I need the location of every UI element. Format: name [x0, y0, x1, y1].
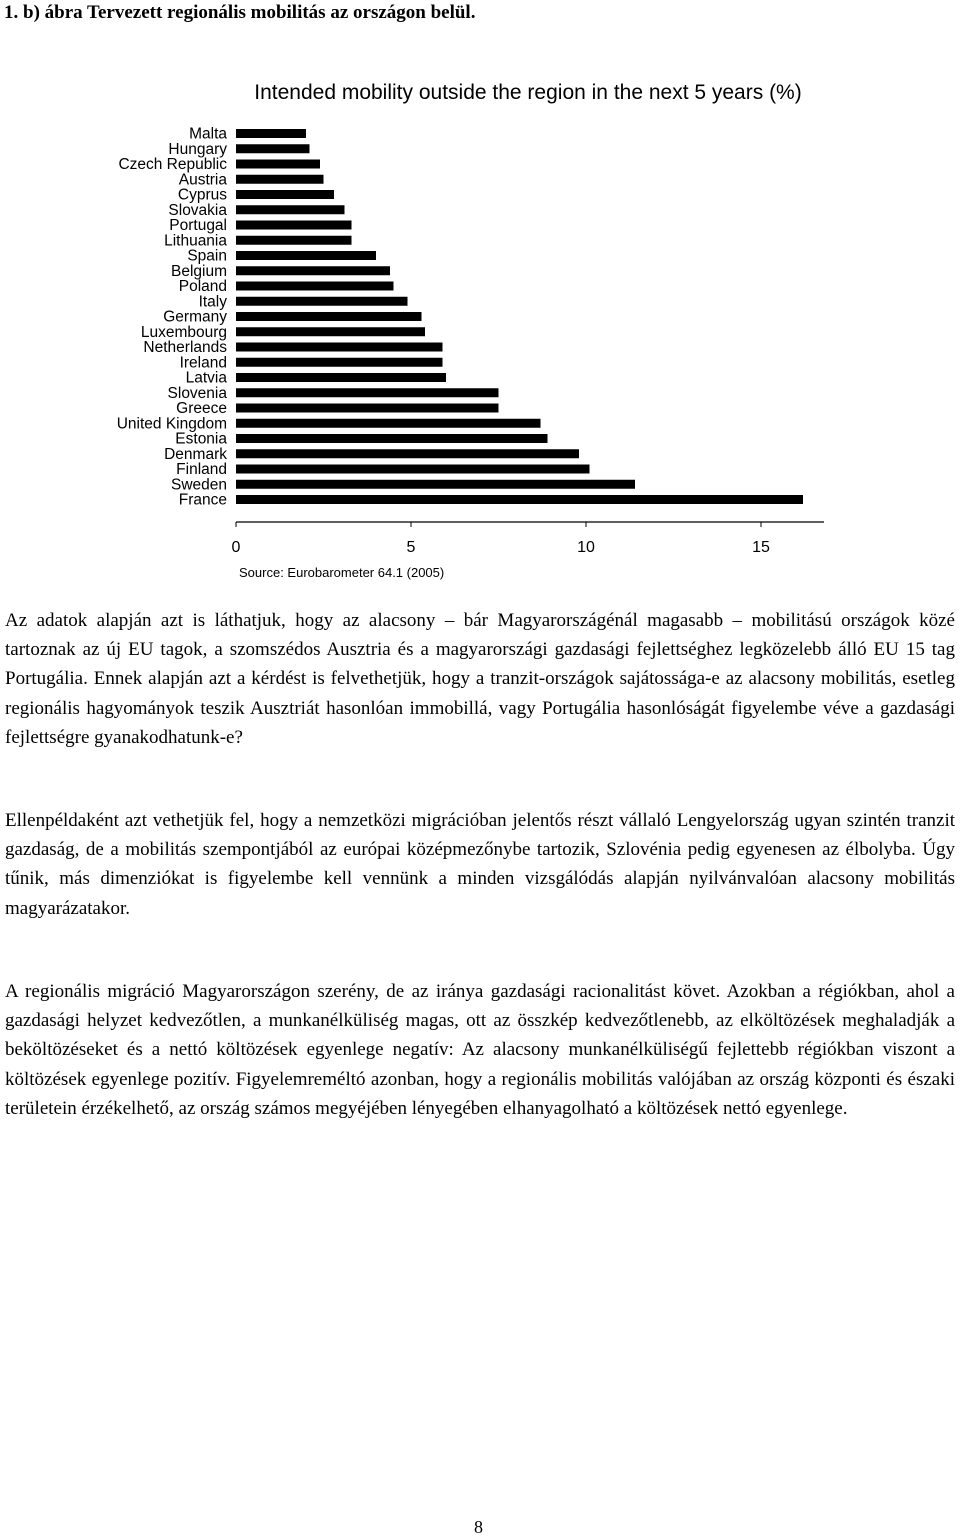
- category-label-hungary: Hungary: [168, 140, 227, 158]
- bar-finland: [236, 465, 590, 474]
- category-label-finland: Finland: [176, 461, 227, 478]
- bar-luxembourg: [236, 327, 425, 336]
- x-tick-label: 5: [406, 539, 416, 556]
- category-label-netherlands: Netherlands: [143, 339, 227, 356]
- category-label-lithuania: Lithuania: [164, 232, 227, 250]
- bar-greece: [236, 404, 499, 413]
- category-label-slovenia: Slovenia: [167, 384, 227, 402]
- bar-france: [236, 495, 803, 504]
- category-label-sweden: Sweden: [170, 476, 227, 494]
- bar-hungary: [236, 144, 310, 153]
- category-label-luxembourg: Luxembourg: [140, 323, 227, 341]
- category-label-portugal: Portugal: [169, 217, 227, 234]
- chart-source: Source: Eurobarometer 64.1 (2005): [239, 565, 445, 580]
- category-label-germany: Germany: [163, 308, 227, 326]
- bar-poland: [236, 282, 394, 291]
- category-label-spain: Spain: [187, 247, 227, 265]
- category-label-belgium: Belgium: [171, 262, 227, 280]
- bar-czech-republic: [236, 160, 320, 169]
- bar-portugal: [236, 221, 352, 230]
- category-label-poland: Poland: [178, 278, 227, 295]
- chart-title: Intended mobility outside the region in the next 5 years (%): [254, 81, 802, 104]
- bar-sweden: [236, 480, 635, 489]
- bar-slovakia: [236, 205, 345, 214]
- category-label-greece: Greece: [176, 400, 227, 417]
- bar-italy: [236, 297, 408, 306]
- bar-belgium: [236, 266, 390, 275]
- x-tick-label: 10: [577, 539, 595, 556]
- category-label-czech-republic: Czech Republic: [118, 156, 227, 173]
- bar-latvia: [236, 373, 446, 382]
- page-number: 8: [474, 1517, 483, 1537]
- bar-slovenia: [236, 388, 499, 397]
- paragraph-3: A regionális migráció Magyarországon szerény, de az iránya gazdasági racionalitást követ. Azokban a régiókban, ahol a gazdasági helyzet kedvezőtlen, a munkanélküliség magas, ott az összkép kedvezőtlenebb, az elköltözések meghaladják a beköltözéseket és a nettó költözések egyenlege negatív: Az alacsony munkanélküliségű fejlettebb régiókban viszont a költözések egyenlege pozitív. Figyelemreméltó azonban, hogy a regionális mobilitás valójában az ország központi és északi területein érzékelhető, az ország számos megyéjében lényegében elhanyagolható a költözések nettó egyenlege.: [5, 981, 955, 1119]
- category-label-slovakia: Slovakia: [168, 201, 227, 219]
- mobility-bar-chart: [0, 0, 960, 600]
- category-label-malta: Malta: [189, 125, 227, 143]
- category-label-austria: Austria: [178, 171, 227, 189]
- category-label-united-kingdom: United Kingdom: [116, 415, 227, 433]
- x-tick-label: 15: [752, 539, 770, 556]
- bar-austria: [236, 175, 324, 184]
- bar-cyprus: [236, 190, 334, 199]
- bar-lithuania: [236, 236, 352, 245]
- bar-united-kingdom: [236, 419, 541, 428]
- figure-heading: 1. b) ábra Tervezett regionális mobilitás az országon belül.: [4, 2, 476, 23]
- category-label-italy: Italy: [198, 293, 227, 311]
- paragraph-1: Az adatok alapján azt is láthatjuk, hogy az alacsony – bár Magyarországénál magasabb – mobilitású országok közé tartoznak az új EU tagok, a szomszédos Ausztria és a magyarországi gazdasági fejlettséghez legközelebb álló EU 15 tag Portugália. Ennek alapján azt a kérdést is felvethetjük, hogy a tranzit-országok sajátossága-e az alacsony mobilitás, esetleg regionális hagyományok teszik Ausztriát hasonlóan immobillá, vagy Portugália hasonlóságát figyelembe véve a gazdasági fejlettségre gyanakodhatunk-e?: [5, 610, 955, 748]
- paragraph-2: Ellenpéldaként azt vethetjük fel, hogy a nemzetközi migrációban jelentős részt vállaló Lengyelország ugyan szintén tranzit gazdaság, de a mobilitás szempontjából az európai középmezőnybe tartozik, Szlovénia pedig egyenesen az élbolyba. Úgy tűnik, más dimenziókat is figyelembe kell vennünk a minden vizsgálódás alapján nyilvánvalóan alacsony mobilitás magyarázatakor.: [5, 810, 955, 919]
- bar-netherlands: [236, 343, 443, 352]
- category-label-france: France: [178, 491, 227, 509]
- bar-germany: [236, 312, 422, 321]
- category-label-estonia: Estonia: [175, 430, 227, 448]
- category-label-cyprus: Cyprus: [177, 186, 227, 204]
- bar-spain: [236, 251, 376, 260]
- bar-denmark: [236, 449, 579, 458]
- bar-malta: [236, 129, 306, 138]
- category-label-ireland: Ireland: [179, 354, 227, 372]
- category-label-denmark: Denmark: [164, 445, 227, 463]
- x-tick-label: 0: [231, 539, 241, 556]
- category-label-latvia: Latvia: [185, 369, 227, 387]
- bar-ireland: [236, 358, 443, 367]
- bar-estonia: [236, 434, 548, 443]
